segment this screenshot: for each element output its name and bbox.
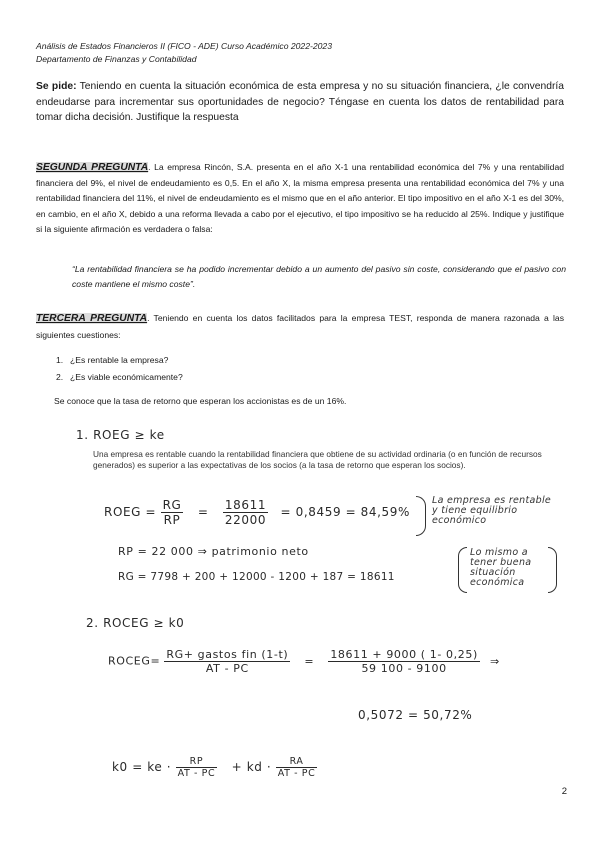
k0-fraction-1-denominator: AT - PC xyxy=(177,768,216,779)
answer-heading-1: 1. ROEG ≥ ke xyxy=(76,428,165,442)
k0-fraction-2-denominator: AT - PC xyxy=(277,768,316,779)
roeg-formula xyxy=(104,498,410,527)
k0-formula xyxy=(112,756,317,779)
roeg-denominator-value: 22000 xyxy=(224,513,267,527)
tercera-pregunta-list xyxy=(56,352,183,386)
course-line: Análisis de Estados Financieros II (FICO - ADE) Curso Académico 2022-2023 xyxy=(36,41,332,51)
roceg-arrow: ⇒ xyxy=(489,654,500,668)
se-pide-label: Se pide: xyxy=(36,81,77,92)
answer-typed-definition: Una empresa es rentable cuando la rentabilidad financiera que obtiene de su actividad ordinaria (o en función de recursos generados) es superior a las expectativas de los socios (a la tasa de retorno que esperan los socios). xyxy=(93,449,542,470)
roeg-denominator: RP xyxy=(163,513,181,527)
k0-plus: + kd · xyxy=(231,760,272,774)
roceg-denominator: AT - PC xyxy=(205,662,249,675)
roceg-equals: = xyxy=(304,654,315,668)
roeg-numerator-value: 18611 xyxy=(224,498,267,512)
se-pide-paragraph xyxy=(36,79,564,126)
segunda-pregunta-title: SEGUNDA PREGUNTA xyxy=(36,162,149,173)
roeg-fraction xyxy=(161,498,184,527)
se-pide-text: Teniendo en cuenta la situación económica de esta empresa y no su situación financiera, ¿le convendría endeudarse para incrementar sus oportunidades de negocio? Téngase en cuenta los datos de rentabilidad para tomar dicha decisión. Justifique la respuesta xyxy=(36,81,564,123)
segunda-pregunta-paragraph xyxy=(36,160,564,238)
list-item-number: 1. xyxy=(56,355,64,365)
answer-heading-2: 2. ROCEG ≥ k0 xyxy=(86,616,185,630)
k0-fraction-2-numerator: RA xyxy=(276,756,318,768)
roceg-fraction-values xyxy=(328,648,480,675)
roceg-lhs: ROCEG= xyxy=(108,654,161,668)
roeg-equals: = xyxy=(197,505,209,519)
tercera-pregunta-paragraph xyxy=(36,310,564,343)
page-number: 2 xyxy=(561,786,567,797)
tercera-pregunta-text: . Teniendo en cuenta los datos facilitados para la empresa TEST, responda de manera razonada a las siguientes cuestiones: xyxy=(36,313,565,340)
tasa-retorno-text: Se conoce que la tasa de retorno que esperan los accionistas es de un 16%. xyxy=(54,396,347,406)
list-item xyxy=(56,369,183,386)
roceg-numerator: RG+ gastos fin (1-t) xyxy=(166,648,289,661)
list-item-text: ¿Es viable económicamente? xyxy=(70,372,183,382)
roceg-numerator-value: 18611 + 9000 ( 1- 0,25) xyxy=(330,648,478,661)
department-line: Departamento de Finanzas y Contabilidad xyxy=(36,53,197,64)
tercera-pregunta-title: TERCERA PREGUNTA xyxy=(36,313,148,324)
k0-fraction-1 xyxy=(176,756,218,779)
segunda-pregunta-quote: “La rentabilidad financiera se ha podido incrementar debido a un aumento del pasivo sin coste, considerando que el pasivo con coste mantiene el mismo coste”. xyxy=(72,264,566,289)
k0-fraction-2 xyxy=(276,756,318,779)
roceg-formula xyxy=(108,648,500,675)
handwritten-note-rentable: La empresa es rentable y tiene equilibrio económico xyxy=(432,495,552,526)
k0-lhs: k0 = ke · xyxy=(112,760,172,774)
segunda-pregunta-text: . La empresa Rincón, S.A. presenta en el año X-1 una rentabilidad económica del 7% y una rentabilidad financiera del 9%, el nivel de endeudamiento es 0,5. En el año X, la misma empresa presenta una rentabilidad económica del 7% y una rentabilidad financiera del 11%, el nivel de endeudamiento es el mismo que en el año anterior. El tipo impositivo en el año X-1 es del 30%, en cambio, en el año X, debido a una reforma llevada a cabo por el ejecutivo, el tipo impositivo se ha reducido al 25%. Indique y justifique si la siguiente afirmación es verdadera o falsa: xyxy=(36,162,564,235)
list-item-text: ¿Es rentable la empresa? xyxy=(70,355,169,365)
roceg-fraction xyxy=(164,648,290,675)
rp-line: RP = 22 000 ⇒ patrimonio neto xyxy=(118,545,309,558)
paren-left xyxy=(458,547,467,593)
roceg-denominator-value: 59 100 - 9100 xyxy=(361,662,447,675)
roeg-result: = 0,8459 = 84,59% xyxy=(280,505,411,519)
brace-1 xyxy=(416,496,426,536)
list-item-number: 2. xyxy=(56,372,64,382)
rg-line: RG = 7798 + 200 + 12000 - 1200 + 187 = 18611 xyxy=(118,571,395,583)
list-item xyxy=(56,352,183,369)
document-header xyxy=(36,40,332,65)
roceg-result: 0,5072 = 50,72% xyxy=(358,708,473,722)
k0-fraction-1-numerator: RP xyxy=(176,756,218,768)
roeg-numerator: RG xyxy=(162,498,182,512)
roeg-lhs: ROEG = xyxy=(104,505,157,519)
handwritten-note-situacion: Lo mismo a tener buena situación económica xyxy=(470,547,532,588)
roeg-fraction-values xyxy=(223,498,268,527)
